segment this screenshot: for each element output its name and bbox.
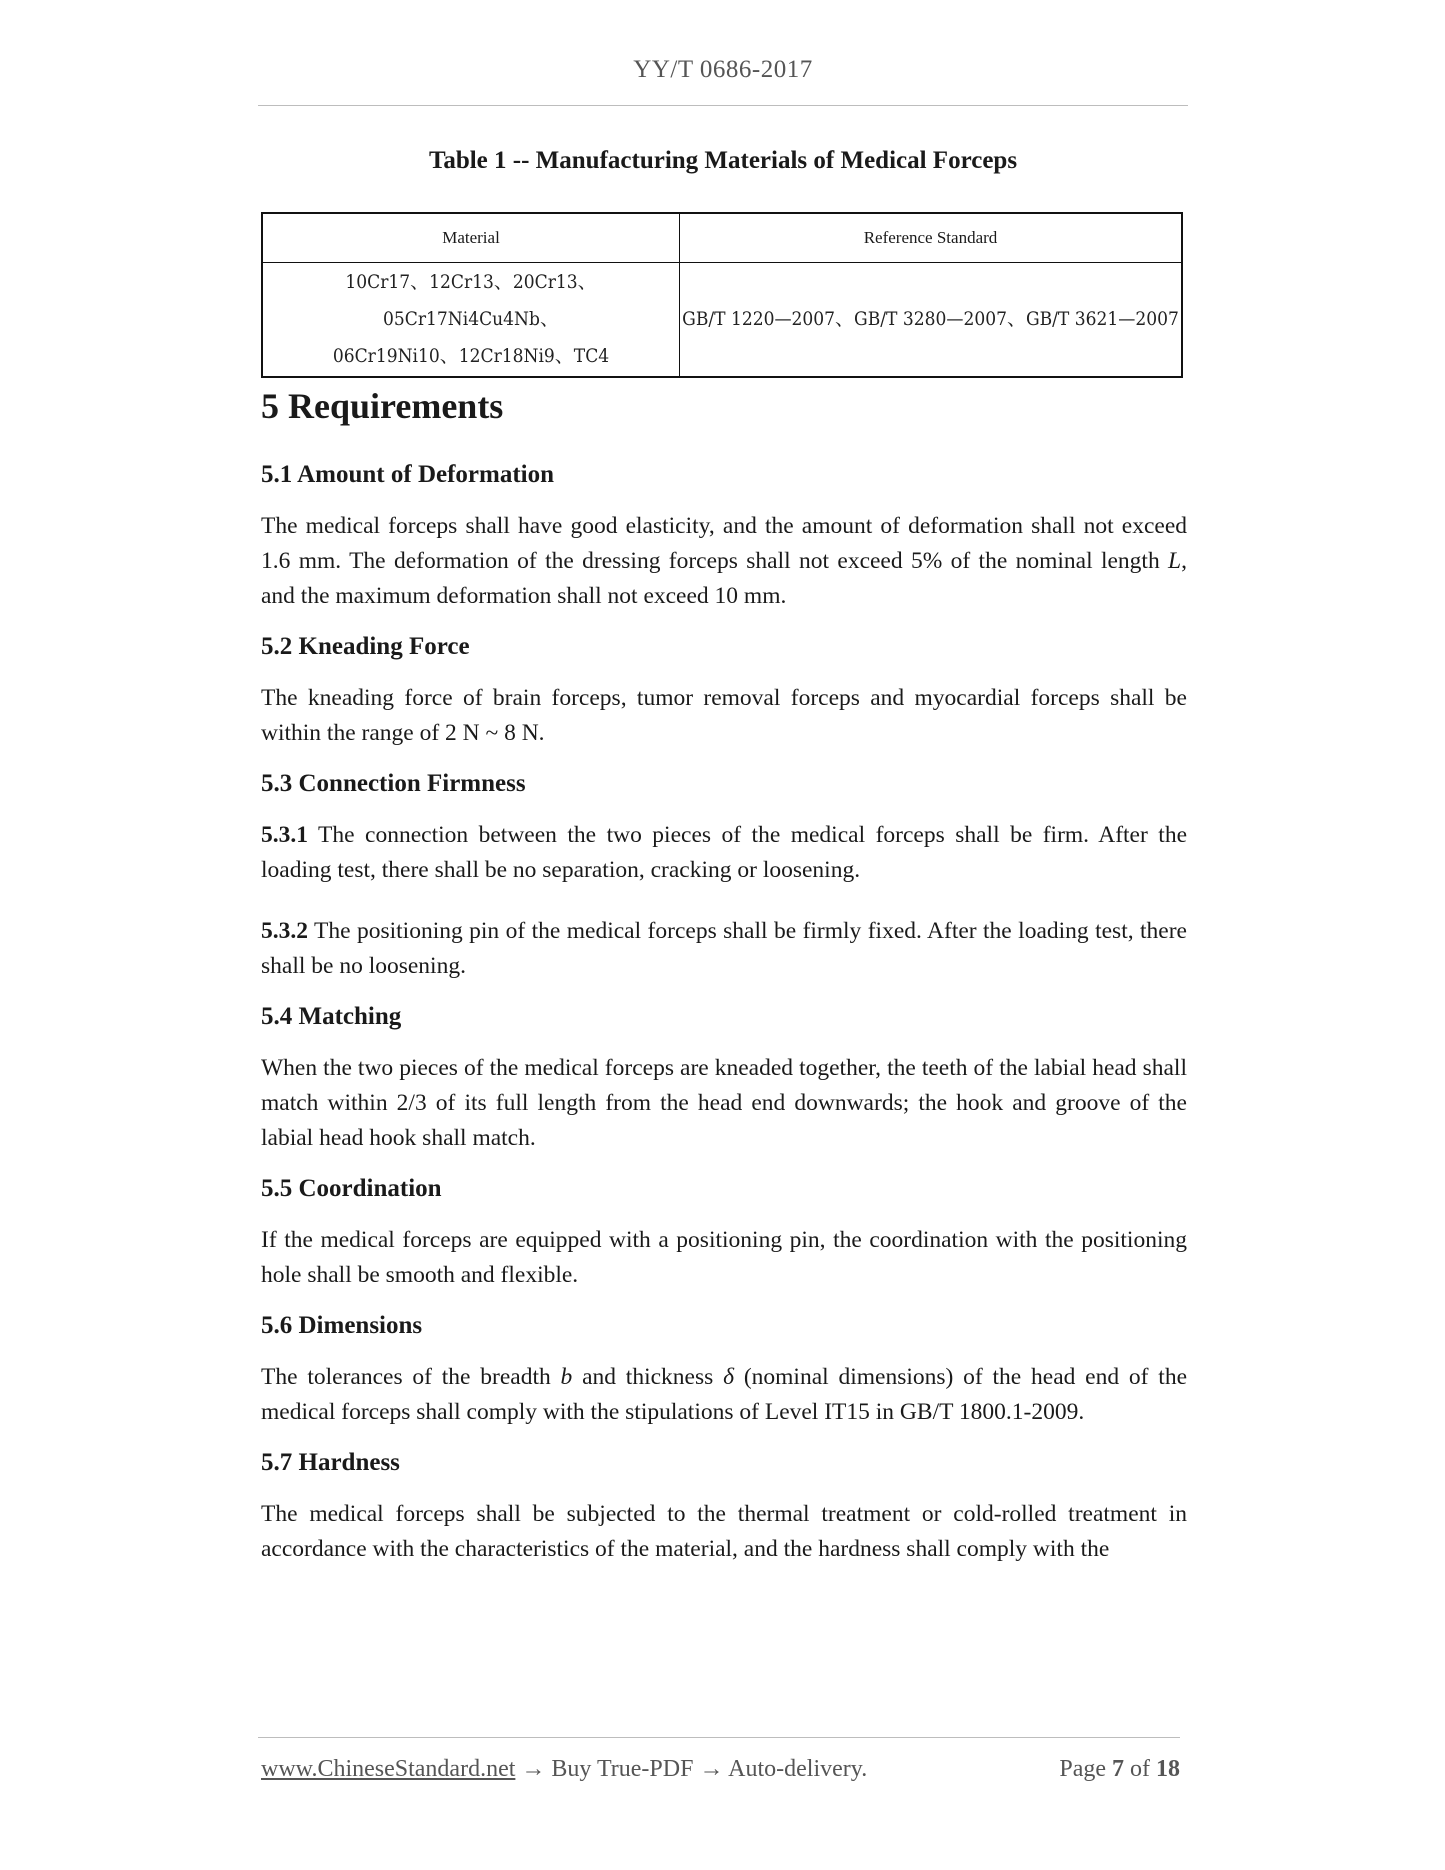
paragraph-5-1 (261, 509, 1187, 614)
section-title: 5 Requirements (261, 386, 504, 426)
header-divider (258, 105, 1188, 106)
subsection-title-5-2: 5.2 Kneading Force (261, 633, 470, 660)
paragraph-5-2: The kneading force of brain forceps, tumor removal forceps and myocardial forceps shall be within the range of 2 N ~ 8 N. (261, 685, 1187, 746)
column-header-reference-standard: Reference Standard (680, 213, 1183, 263)
variable-delta: δ (723, 1364, 735, 1390)
arrow-icon: → (521, 1756, 546, 1782)
text-run: The medical forceps shall have good elasticity, and the amount of deformation shall not exceed 1.6 mm. The deformation of the dressing forceps shall not exceed 5% of the nominal length (261, 513, 1187, 574)
text-run: , and the maximum deformation shall not exceed 10 mm. (261, 548, 1187, 609)
text-run: The positioning pin of the medical forceps shall be firmly fixed. After the loading test, there shall be no loosening. (261, 918, 1187, 979)
arrow-icon: → (699, 1756, 724, 1782)
materials-table (261, 212, 1183, 378)
footer-links (261, 1756, 867, 1783)
buy-pdf-link[interactable]: Buy True-PDF (551, 1756, 694, 1782)
subsection-title-5-1: 5.1 Amount of Deformation (261, 461, 555, 488)
subsection-title-5-5: 5.5 Coordination (261, 1175, 442, 1202)
paragraph-5-6 (261, 1360, 1187, 1430)
text-run: The tolerances of the breadth (261, 1364, 561, 1390)
page-label: Page (1059, 1756, 1106, 1782)
variable-b: b (560, 1364, 573, 1390)
site-link[interactable]: www.ChineseStandard.net (261, 1756, 516, 1782)
material-cell (262, 263, 680, 378)
paragraph-5-7: The medical forceps shall be subjected to the thermal treatment or cold-rolled treatment in accordance with the characteristics of the material, and the hardness shall comply with the (261, 1501, 1187, 1562)
variable-L: L (1168, 548, 1182, 574)
clause-number: 5.3.1 (261, 822, 308, 848)
running-header: YY/T 0686-2017 (633, 56, 813, 83)
table-row (262, 263, 1182, 378)
text-run: The connection between the two pieces of the medical forceps shall be firm. After the loading test, there shall be no separation, cracking or loosening. (261, 822, 1187, 883)
auto-delivery-text: Auto-delivery. (728, 1756, 868, 1782)
subsection-title-5-7: 5.7 Hardness (261, 1449, 400, 1476)
footer-divider (258, 1737, 1180, 1738)
of-label: of (1130, 1756, 1150, 1782)
paragraph-5-3-1 (261, 818, 1187, 888)
subsection-title-5-3: 5.3 Connection Firmness (261, 770, 526, 797)
column-header-material: Material (262, 213, 680, 263)
subsection-title-5-4: 5.4 Matching (261, 1003, 402, 1030)
page-indicator (1059, 1756, 1180, 1783)
subsection-title-5-6: 5.6 Dimensions (261, 1312, 423, 1339)
table-header-row (262, 213, 1182, 263)
paragraph-5-3-2 (261, 914, 1187, 984)
paragraph-5-4: When the two pieces of the medical forceps are kneaded together, the teeth of the labial head shall match within 2/3 of its full length from the head end downwards; the hook and groove of the labial head hook shall match. (261, 1055, 1187, 1151)
page-total: 18 (1156, 1756, 1180, 1782)
text-run: (nominal dimensions) of the head end of the medical forceps shall comply with the stipulations of Level IT15 in GB/T 1800.1-2009. (261, 1364, 1187, 1425)
clause-number: 5.3.2 (261, 918, 308, 944)
material-line-2: 06Cr19Ni10、12Cr18Ni9、TC4 (332, 345, 610, 367)
reference-standard-cell: GB/T 1220—2007、GB/T 3280—2007、GB/T 3621—2007 (680, 263, 1183, 378)
table-caption: Table 1 -- Manufacturing Materials of Medical Forceps (428, 147, 1018, 174)
text-run: and thickness (572, 1364, 724, 1390)
material-line-1: 10Cr17、12Cr13、20Cr13、05Cr17Ni4Cu4Nb、 (345, 271, 597, 330)
paragraph-5-5: If the medical forceps are equipped with a positioning pin, the coordination with the positioning hole shall be smooth and flexible. (261, 1227, 1187, 1288)
page-number: 7 (1112, 1756, 1124, 1782)
document-body (261, 382, 1187, 1567)
